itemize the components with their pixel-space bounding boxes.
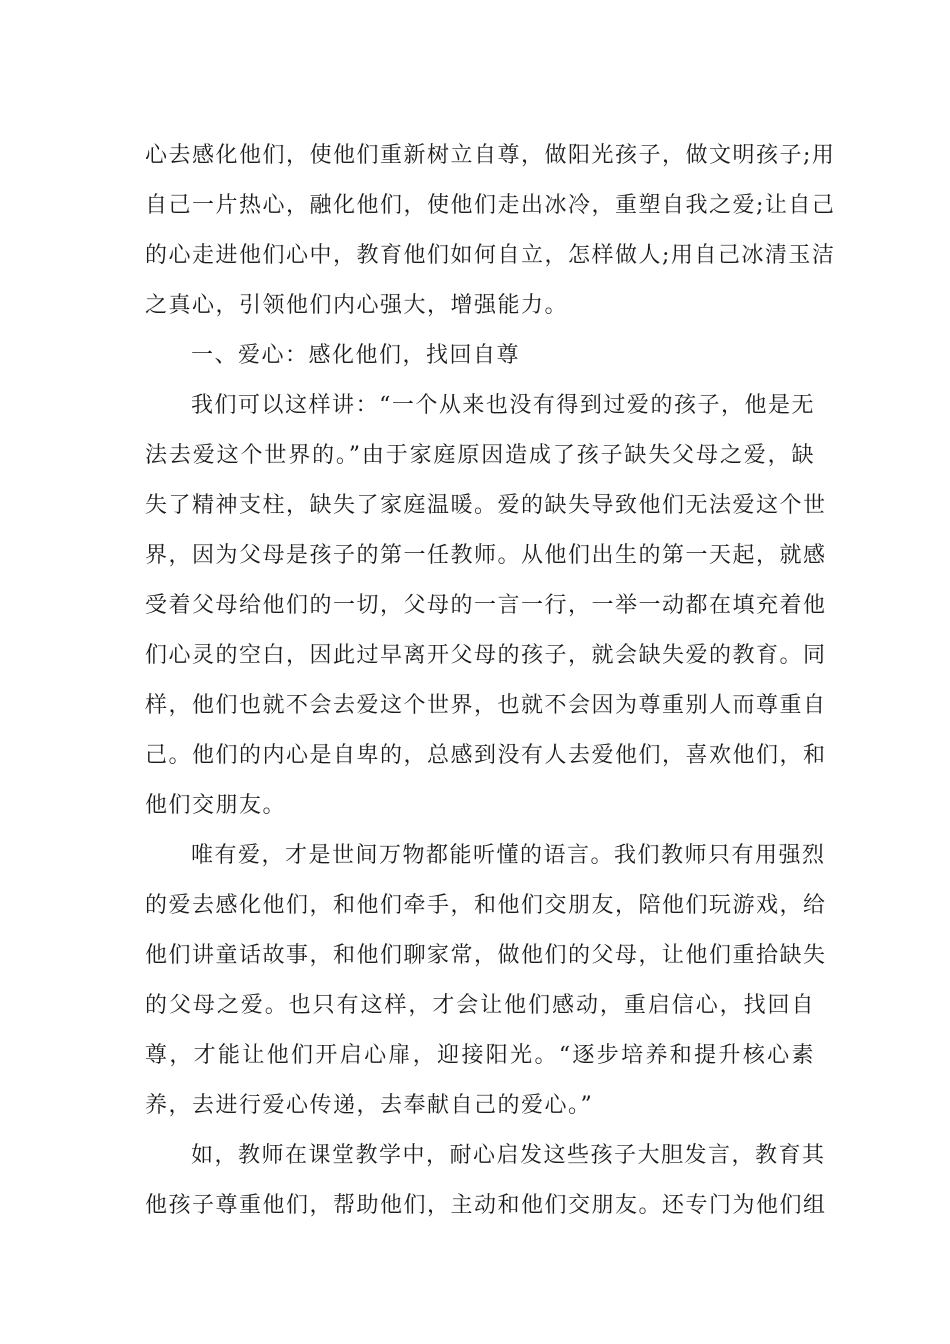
paragraph [145,1131,827,1231]
text-line: 们心灵的空白，因此过早离开父母的孩子，就会缺失爱的教育。同 [145,643,827,668]
text-line: 尊，才能让他们开启心扉，迎接阳光。“逐步培养和提升核心素 [145,1043,815,1068]
text-line: 如，教师在课堂教学中，耐心启发这些孩子大胆发言，教育其 [191,1143,826,1168]
text-line: 他们讲童话故事，和他们聊家常，做他们的父母，让他们重拾缺失 [145,943,827,968]
text-line: 的父母之爱。也只有这样，才会让他们感动，重启信心，找回自 [145,993,815,1018]
text-line: 养，去进行爱心传递，去奉献自己的爱心。” [145,1093,594,1118]
text-line: 界，因为父母是孩子的第一任教师。从他们出生的第一天起，就感 [145,543,827,568]
text-line: 自己一片热心，融化他们，使他们走出冰冷，重塑自我之爱;让自己 [145,193,836,218]
text-line: 的心走进他们心中，教育他们如何自立，怎样做人;用自己冰清玉洁 [145,243,836,268]
text-line: 失了精神支柱，缺失了家庭温暖。爱的缺失导致他们无法爱这个世 [145,493,827,518]
text-line: 他们交朋友。 [145,793,287,818]
text-line: 法去爱这个世界的。”由于家庭原因造成了孩子缺失父母之爱，缺 [145,443,815,468]
section-heading [145,331,815,381]
text-line: 唯有爱，才是世间万物都能听懂的语言。我们教师只有用强烈 [191,843,826,868]
document-body [145,131,836,1231]
paragraph [145,381,827,831]
paragraph [145,831,827,1131]
text-line: 己。他们的内心是自卑的，总感到没有人去爱他们，喜欢他们，和 [145,743,827,768]
text-line: 受着父母给他们的一切，父母的一言一行，一举一动都在填充着他 [145,593,827,618]
text-line: 之真心，引领他们内心强大，增强能力。 [145,293,569,318]
text-line: 心去感化他们，使他们重新树立自尊，做阳光孩子，做文明孩子;用 [145,143,836,168]
text-line: 我们可以这样讲：“一个从来也没有得到过爱的孩子，他是无 [191,393,815,418]
paragraph [145,131,836,331]
heading-text: 一、爱心：感化他们，找回自尊 [191,343,521,368]
text-line: 的爱去感化他们，和他们牵手，和他们交朋友，陪他们玩游戏，给 [145,893,827,918]
text-line: 样，他们也就不会去爱这个世界，也就不会因为尊重别人而尊重自 [145,693,827,718]
text-line: 他孩子尊重他们，帮助他们，主动和他们交朋友。还专门为他们组 [145,1193,827,1218]
